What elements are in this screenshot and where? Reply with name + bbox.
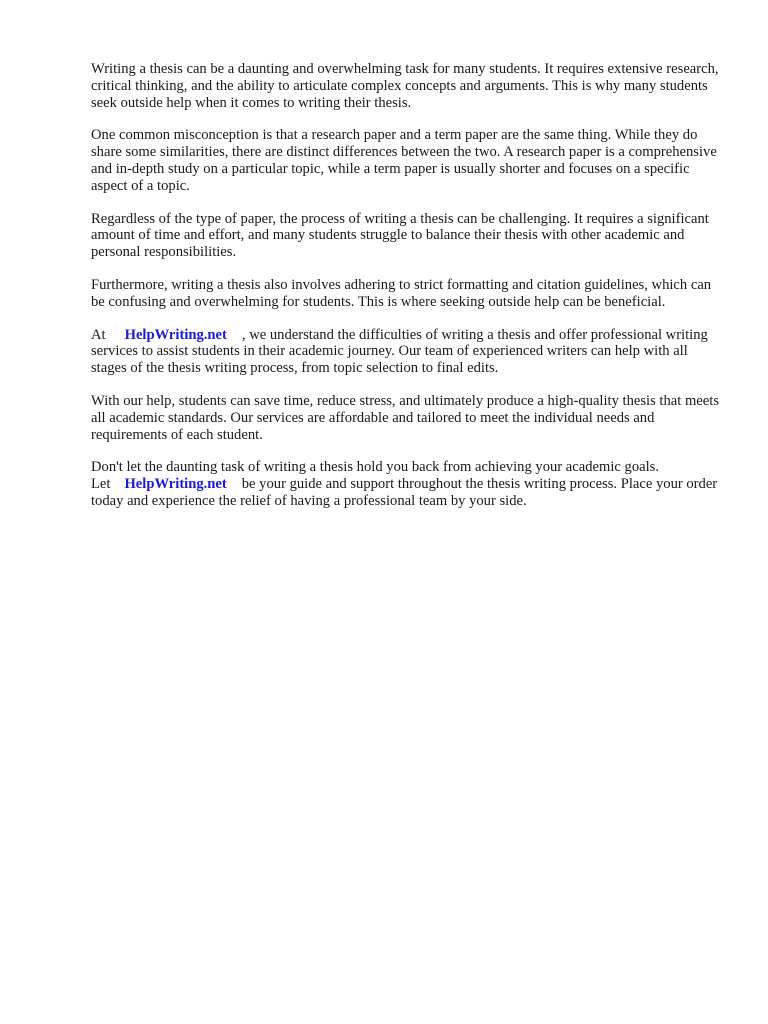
- paragraph-intro: Writing a thesis can be a daunting and overwhelming task for many students. It requires extensive research, critical thinking, and the ability to articulate complex concepts and arguments. This is why many students seek outside help when it comes to writing their thesis.: [91, 61, 719, 111]
- paragraph-challenges: Regardless of the type of paper, the process of writing a thesis can be challenging. It requires a significant amount of time and effort, and many students struggle to balance their thesis with other academic and personal responsibilities.: [91, 210, 709, 261]
- document-page: [91, 61, 727, 526]
- paragraph-services-prefix: At: [91, 326, 106, 343]
- helpwriting-link[interactable]: HelpWriting.net: [124, 326, 227, 343]
- helpwriting-link-2[interactable]: HelpWriting.net: [124, 476, 227, 493]
- paragraph-services: [91, 327, 727, 377]
- paragraph-cta-text: be your guide and support throughout the thesis writing process. Place your order today and experience the relief of having a professional team by your side.: [91, 476, 718, 509]
- paragraph-cta-prefix: Don't let the daunting task of writing a thesis hold you back from achieving your academic goals. Let: [91, 459, 659, 493]
- paragraph-misconception: One common misconception is that a research paper and a term paper are the same thing. While they do share some similarities, there are distinct differences between the two. A research paper is a comprehensive and in-depth study on a particular topic, while a term paper is usually shorter and focuses on a specific aspect of a topic.: [91, 127, 717, 194]
- paragraph-services-text: , we understand the difficulties of writing a thesis and offer professional writing services to assist students in their academic journey. Our team of experienced writers can help with all stages of the thesis writing process, from topic selection to final edits.: [91, 326, 708, 377]
- paragraph-benefits: With our help, students can save time, reduce stress, and ultimately produce a high-quality thesis that meets all academic standards. Our services are affordable and tailored to meet the individual needs and requirements of each student.: [91, 392, 719, 443]
- paragraph-call-to-action: [91, 459, 727, 509]
- paragraph-formatting: Furthermore, writing a thesis also involves adhering to strict formatting and citation guidelines, which can be confusing and overwhelming for students. This is where seeking outside help can be beneficial.: [91, 276, 712, 310]
